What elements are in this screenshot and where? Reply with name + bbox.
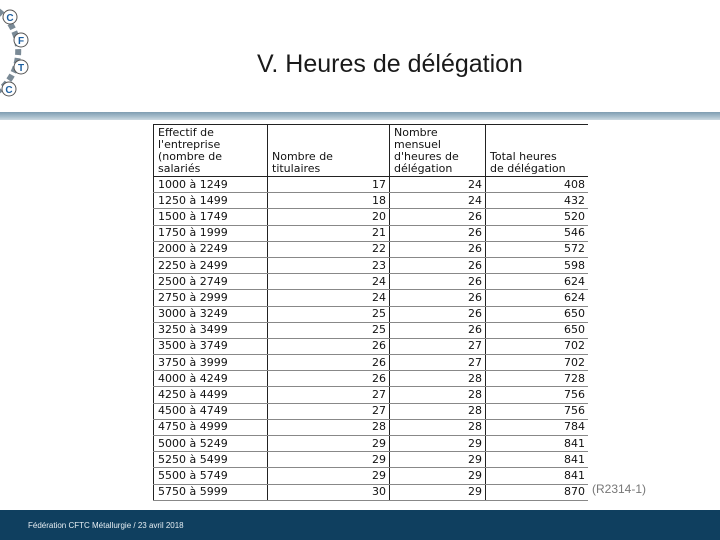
cell-effectif: 1000 à 1249 (154, 177, 268, 193)
cell-effectif: 1750 à 1999 (154, 225, 268, 241)
table-row (154, 403, 589, 419)
cell-effectif: 5000 à 5249 (154, 436, 268, 452)
cell-effectif: 2250 à 2499 (154, 257, 268, 273)
table-row (154, 452, 589, 468)
cell-titulaires: 25 (268, 322, 390, 338)
cell-effectif: 5250 à 5499 (154, 452, 268, 468)
table-row (154, 436, 589, 452)
table-row (154, 419, 589, 435)
cell-effectif: 2500 à 2749 (154, 274, 268, 290)
cell-effectif: 3000 à 3249 (154, 306, 268, 322)
cell-total-heures: 650 (486, 306, 589, 322)
cell-heures-mensuelles: 28 (390, 387, 486, 403)
svg-text:C: C (6, 13, 14, 24)
table-row (154, 290, 589, 306)
cell-total-heures: 408 (486, 177, 589, 193)
cell-heures-mensuelles: 26 (390, 241, 486, 257)
svg-text:F: F (17, 36, 25, 47)
cell-effectif: 4500 à 4749 (154, 403, 268, 419)
cell-total-heures: 756 (486, 387, 589, 403)
column-header-heures-mensuelles: Nombre mensuel d'heures de délégation (390, 125, 486, 177)
cell-heures-mensuelles: 26 (390, 322, 486, 338)
cell-total-heures: 598 (486, 257, 589, 273)
cell-titulaires: 21 (268, 225, 390, 241)
table-row (154, 484, 589, 500)
cell-titulaires: 26 (268, 355, 390, 371)
delegation-table (153, 124, 588, 501)
cell-effectif: 5750 à 5999 (154, 484, 268, 500)
cell-effectif: 4250 à 4499 (154, 387, 268, 403)
footer-text: Fédération CFTC Métallurgie / 23 avril 2018 (28, 521, 184, 530)
cell-effectif: 1500 à 1749 (154, 209, 268, 225)
cell-effectif: 4750 à 4999 (154, 419, 268, 435)
svg-text:C: C (5, 85, 13, 96)
cell-effectif: 3750 à 3999 (154, 355, 268, 371)
cell-heures-mensuelles: 24 (390, 193, 486, 209)
cell-titulaires: 20 (268, 209, 390, 225)
cell-heures-mensuelles: 29 (390, 468, 486, 484)
cell-heures-mensuelles: 26 (390, 274, 486, 290)
table-row (154, 177, 589, 193)
cell-titulaires: 18 (268, 193, 390, 209)
cell-total-heures: 728 (486, 371, 589, 387)
cell-titulaires: 24 (268, 290, 390, 306)
column-header-effectif: Effectif de l'entreprise (nombre de salariés (154, 125, 268, 177)
table-row (154, 371, 589, 387)
cell-titulaires: 27 (268, 387, 390, 403)
table-row (154, 274, 589, 290)
cell-effectif: 1250 à 1499 (154, 193, 268, 209)
table-row (154, 355, 589, 371)
cell-total-heures: 546 (486, 225, 589, 241)
cell-titulaires: 26 (268, 371, 390, 387)
cell-heures-mensuelles: 27 (390, 355, 486, 371)
cell-effectif: 2750 à 2999 (154, 290, 268, 306)
column-header-titulaires: Nombre de titulaires (268, 125, 390, 177)
svg-text:T: T (17, 63, 25, 74)
cell-total-heures: 624 (486, 290, 589, 306)
cell-heures-mensuelles: 26 (390, 225, 486, 241)
cell-total-heures: 520 (486, 209, 589, 225)
cell-heures-mensuelles: 28 (390, 419, 486, 435)
cell-titulaires: 29 (268, 436, 390, 452)
table-row (154, 387, 589, 403)
cell-heures-mensuelles: 29 (390, 436, 486, 452)
cell-effectif: 2000 à 2249 (154, 241, 268, 257)
cell-effectif: 4000 à 4249 (154, 371, 268, 387)
page-title: V. Heures de délégation (257, 50, 523, 78)
cell-titulaires: 27 (268, 403, 390, 419)
cell-heures-mensuelles: 26 (390, 209, 486, 225)
table-row (154, 257, 589, 273)
cell-titulaires: 29 (268, 468, 390, 484)
cell-total-heures: 756 (486, 403, 589, 419)
article-reference: (R2314-1) (592, 482, 647, 496)
cell-titulaires: 30 (268, 484, 390, 500)
cell-total-heures: 572 (486, 241, 589, 257)
table-row (154, 322, 589, 338)
cell-titulaires: 29 (268, 452, 390, 468)
cell-effectif: 5500 à 5749 (154, 468, 268, 484)
cell-total-heures: 841 (486, 468, 589, 484)
column-header-total-heures: Total heures de délégation (486, 125, 589, 177)
table-row (154, 209, 589, 225)
cell-total-heures: 841 (486, 436, 589, 452)
cell-titulaires: 24 (268, 274, 390, 290)
header-divider-band (0, 112, 720, 120)
table-row (154, 338, 589, 354)
cell-effectif: 3500 à 3749 (154, 338, 268, 354)
cell-total-heures: 870 (486, 484, 589, 500)
cell-heures-mensuelles: 27 (390, 338, 486, 354)
cell-titulaires: 28 (268, 419, 390, 435)
cell-total-heures: 702 (486, 355, 589, 371)
cell-heures-mensuelles: 29 (390, 484, 486, 500)
delegation-table-image (153, 124, 588, 504)
cell-titulaires: 22 (268, 241, 390, 257)
cell-heures-mensuelles: 28 (390, 371, 486, 387)
cell-total-heures: 432 (486, 193, 589, 209)
table-row (154, 468, 589, 484)
cell-total-heures: 784 (486, 419, 589, 435)
cell-heures-mensuelles: 29 (390, 452, 486, 468)
cell-heures-mensuelles: 26 (390, 257, 486, 273)
table-row (154, 241, 589, 257)
cell-titulaires: 17 (268, 177, 390, 193)
cell-total-heures: 624 (486, 274, 589, 290)
cell-total-heures: 841 (486, 452, 589, 468)
cell-total-heures: 702 (486, 338, 589, 354)
cell-total-heures: 650 (486, 322, 589, 338)
table-header-row (154, 125, 589, 177)
table-row (154, 193, 589, 209)
cell-effectif: 3250 à 3499 (154, 322, 268, 338)
table-row (154, 306, 589, 322)
cell-heures-mensuelles: 28 (390, 403, 486, 419)
cell-titulaires: 23 (268, 257, 390, 273)
cell-titulaires: 25 (268, 306, 390, 322)
cell-titulaires: 26 (268, 338, 390, 354)
cell-heures-mensuelles: 26 (390, 306, 486, 322)
table-row (154, 225, 589, 241)
cell-heures-mensuelles: 26 (390, 290, 486, 306)
cell-heures-mensuelles: 24 (390, 177, 486, 193)
